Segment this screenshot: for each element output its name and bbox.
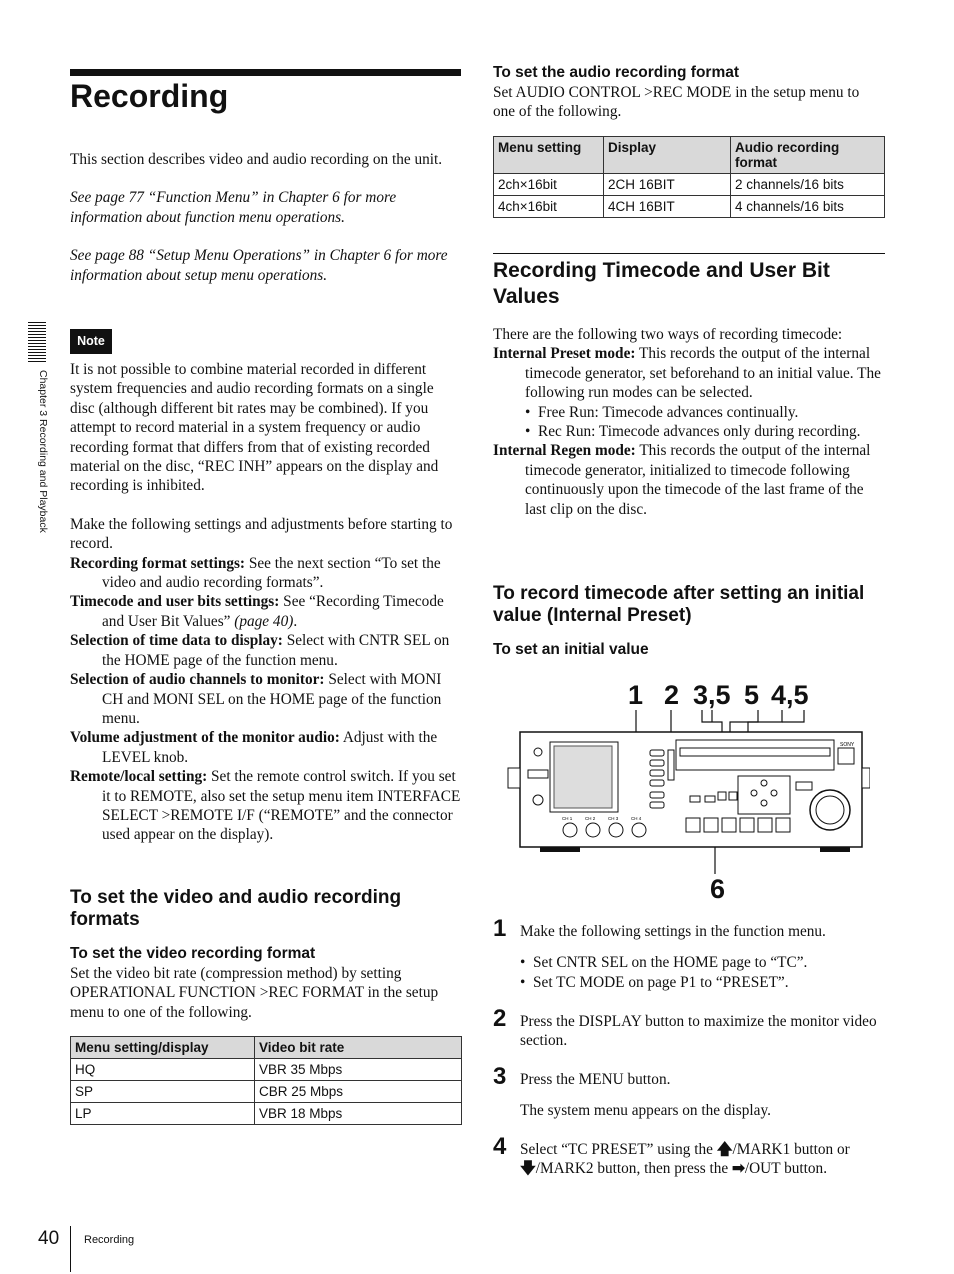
table-header: Menu setting [494, 137, 604, 174]
table-header: Video bit rate [255, 1037, 462, 1059]
table-header: Audio recording format [731, 137, 885, 174]
ch-label: CH 4 [631, 816, 642, 821]
make-settings-text: Make the following settings and adjustments before starting to record. [70, 515, 453, 553]
timecode-heading: Recording Timecode and User Bit Values [493, 259, 830, 308]
table-row: LP VBR 18 Mbps [71, 1103, 462, 1125]
table-row: SP CBR 25 Mbps [71, 1081, 462, 1103]
initial-value-heading: To set an initial value [493, 641, 649, 658]
step-text: Select “TC PRESET” using the 🡅/MARK1 button or 🡇/MARK2 button, then press the ➡/OUT button. [520, 1141, 850, 1178]
ch-label: CH 2 [585, 816, 596, 821]
device-brand: SONY [840, 742, 855, 748]
setting-item: Volume adjustment of the monitor audio: Adjust with the LEVEL knob. [70, 729, 438, 766]
video-format-text: Set the video bit rate (compression method) by setting OPERATIONAL FUNCTION >REC FORMAT in the setup menu to one of the following. [70, 965, 439, 1021]
audio-format-text: Set AUDIO CONTROL >REC MODE in the setup menu to one of the following. [493, 84, 860, 121]
step-text: Press the MENU button. [520, 1071, 671, 1088]
audio-format-table [493, 136, 885, 218]
regen-mode-item: Internal Regen mode: This records the output of the internal timecode generator, initialized to timecode following continuously upon the timecode of the last frame of the last clip on the disc. [493, 442, 871, 518]
step-bullet: • Set CNTR SEL on the HOME page to “TC”. [520, 954, 808, 972]
record-tc-heading: To record timecode after setting an initial value (Internal Preset) [493, 583, 865, 626]
step-number: 1 [493, 915, 507, 942]
audio-format-heading: To set the audio recording format [493, 64, 740, 81]
see-setup-menu: See page 88 “Setup Menu Operations” in Chapter 6 for more information about setup menu operations. [70, 247, 448, 284]
step-text: Press the DISPLAY button to maximize the monitor video section. [520, 1013, 877, 1050]
see-function-menu: See page 77 “Function Menu” in Chapter 6 for more information about function menu operations. [70, 189, 397, 226]
page-title: Recording [70, 78, 229, 114]
callout-1: 1 [628, 680, 644, 710]
callout-2: 2 [664, 680, 680, 710]
table-row: 4ch×16bit 4CH 16BIT 4 channels/16 bits [494, 196, 885, 218]
side-tab-lines [28, 322, 46, 362]
intro-text: This section describes video and audio recording on the unit. [70, 151, 443, 168]
callout-5: 5 [744, 680, 760, 710]
arrow-down-icon: 🡇 [520, 1160, 536, 1178]
title-rule [70, 69, 461, 76]
step-bullet: • Set TC MODE on page P1 to “PRESET”. [520, 973, 789, 991]
step-text: Make the following settings in the function menu. [520, 923, 826, 940]
video-bitrate-table [70, 1036, 462, 1125]
setting-item: Selection of audio channels to monitor: Select with MONI CH and MONI SEL on the HOME page of the function menu. [70, 671, 442, 727]
side-tab-label: Chapter 3 Recording and Playback [37, 370, 49, 533]
section-rule [493, 253, 885, 254]
video-format-heading: To set the video recording format [70, 945, 316, 962]
preset-mode-item: Internal Preset mode: This records the output of the internal timecode generator, set beforehand to an initial value. The following run modes can be selected. [493, 345, 881, 402]
setting-item: Recording format settings: See the next section “To set the video and audio recording formats”. [70, 554, 441, 592]
step-number: 2 [493, 1005, 507, 1032]
table-header: Display [604, 137, 731, 174]
callout-6: 6 [710, 874, 726, 904]
callout-3-5: 3,5 [693, 680, 731, 710]
ch-label: CH 3 [608, 816, 619, 821]
setting-item: Timecode and user bits settings: See “Recording Timecode and User Bit Values” (page 40). [70, 593, 444, 630]
ch-label: CH 1 [562, 816, 573, 821]
callout-4-5: 4,5 [771, 680, 809, 710]
setting-item: Selection of time data to display: Select with CNTR SEL on the HOME page of the function menu. [70, 632, 450, 669]
setting-item: Remote/local setting: Set the remote control switch. If you set it to REMOTE, also set the setup menu item INTERFACE SELECT >REMOTE I/F (“REMOTE” and the connector used appear on the display). [70, 768, 461, 844]
run-mode-item: • Rec Run: Timecode advances only during recording. [525, 423, 861, 441]
step-subtext: The system menu appears on the display. [520, 1102, 771, 1120]
video-audio-heading: To set the video and audio recording formats [70, 887, 402, 930]
footer-divider [70, 1226, 71, 1272]
arrow-right-icon: ➡ [732, 1160, 745, 1178]
timecode-intro: There are the following two ways of recording timecode: [493, 326, 843, 343]
run-mode-item: • Free Run: Timecode advances continually. [525, 403, 799, 421]
footer-label: Recording [84, 1234, 135, 1246]
table-row: 2ch×16bit 2CH 16BIT 2 channels/16 bits [494, 174, 885, 196]
step-number: 4 [493, 1133, 507, 1160]
step-number: 3 [493, 1063, 507, 1090]
device-diagram [500, 700, 870, 880]
table-row: HQ VBR 35 Mbps [71, 1059, 462, 1081]
arrow-up-icon: 🡅 [716, 1141, 733, 1158]
note-label: Note [70, 329, 112, 354]
table-header: Menu setting/display [71, 1037, 255, 1059]
note-text: It is not possible to combine material recorded in different system frequencies and audio recording formats on a single disc (although different bit rates may be combined). If you attempt to record material in a system frequency or audio recording format that differs from that of existing recorded material on the disc, “REC INH” appears on the display and recording is inhibited. [70, 361, 439, 495]
page-number: 40 [38, 1228, 60, 1249]
